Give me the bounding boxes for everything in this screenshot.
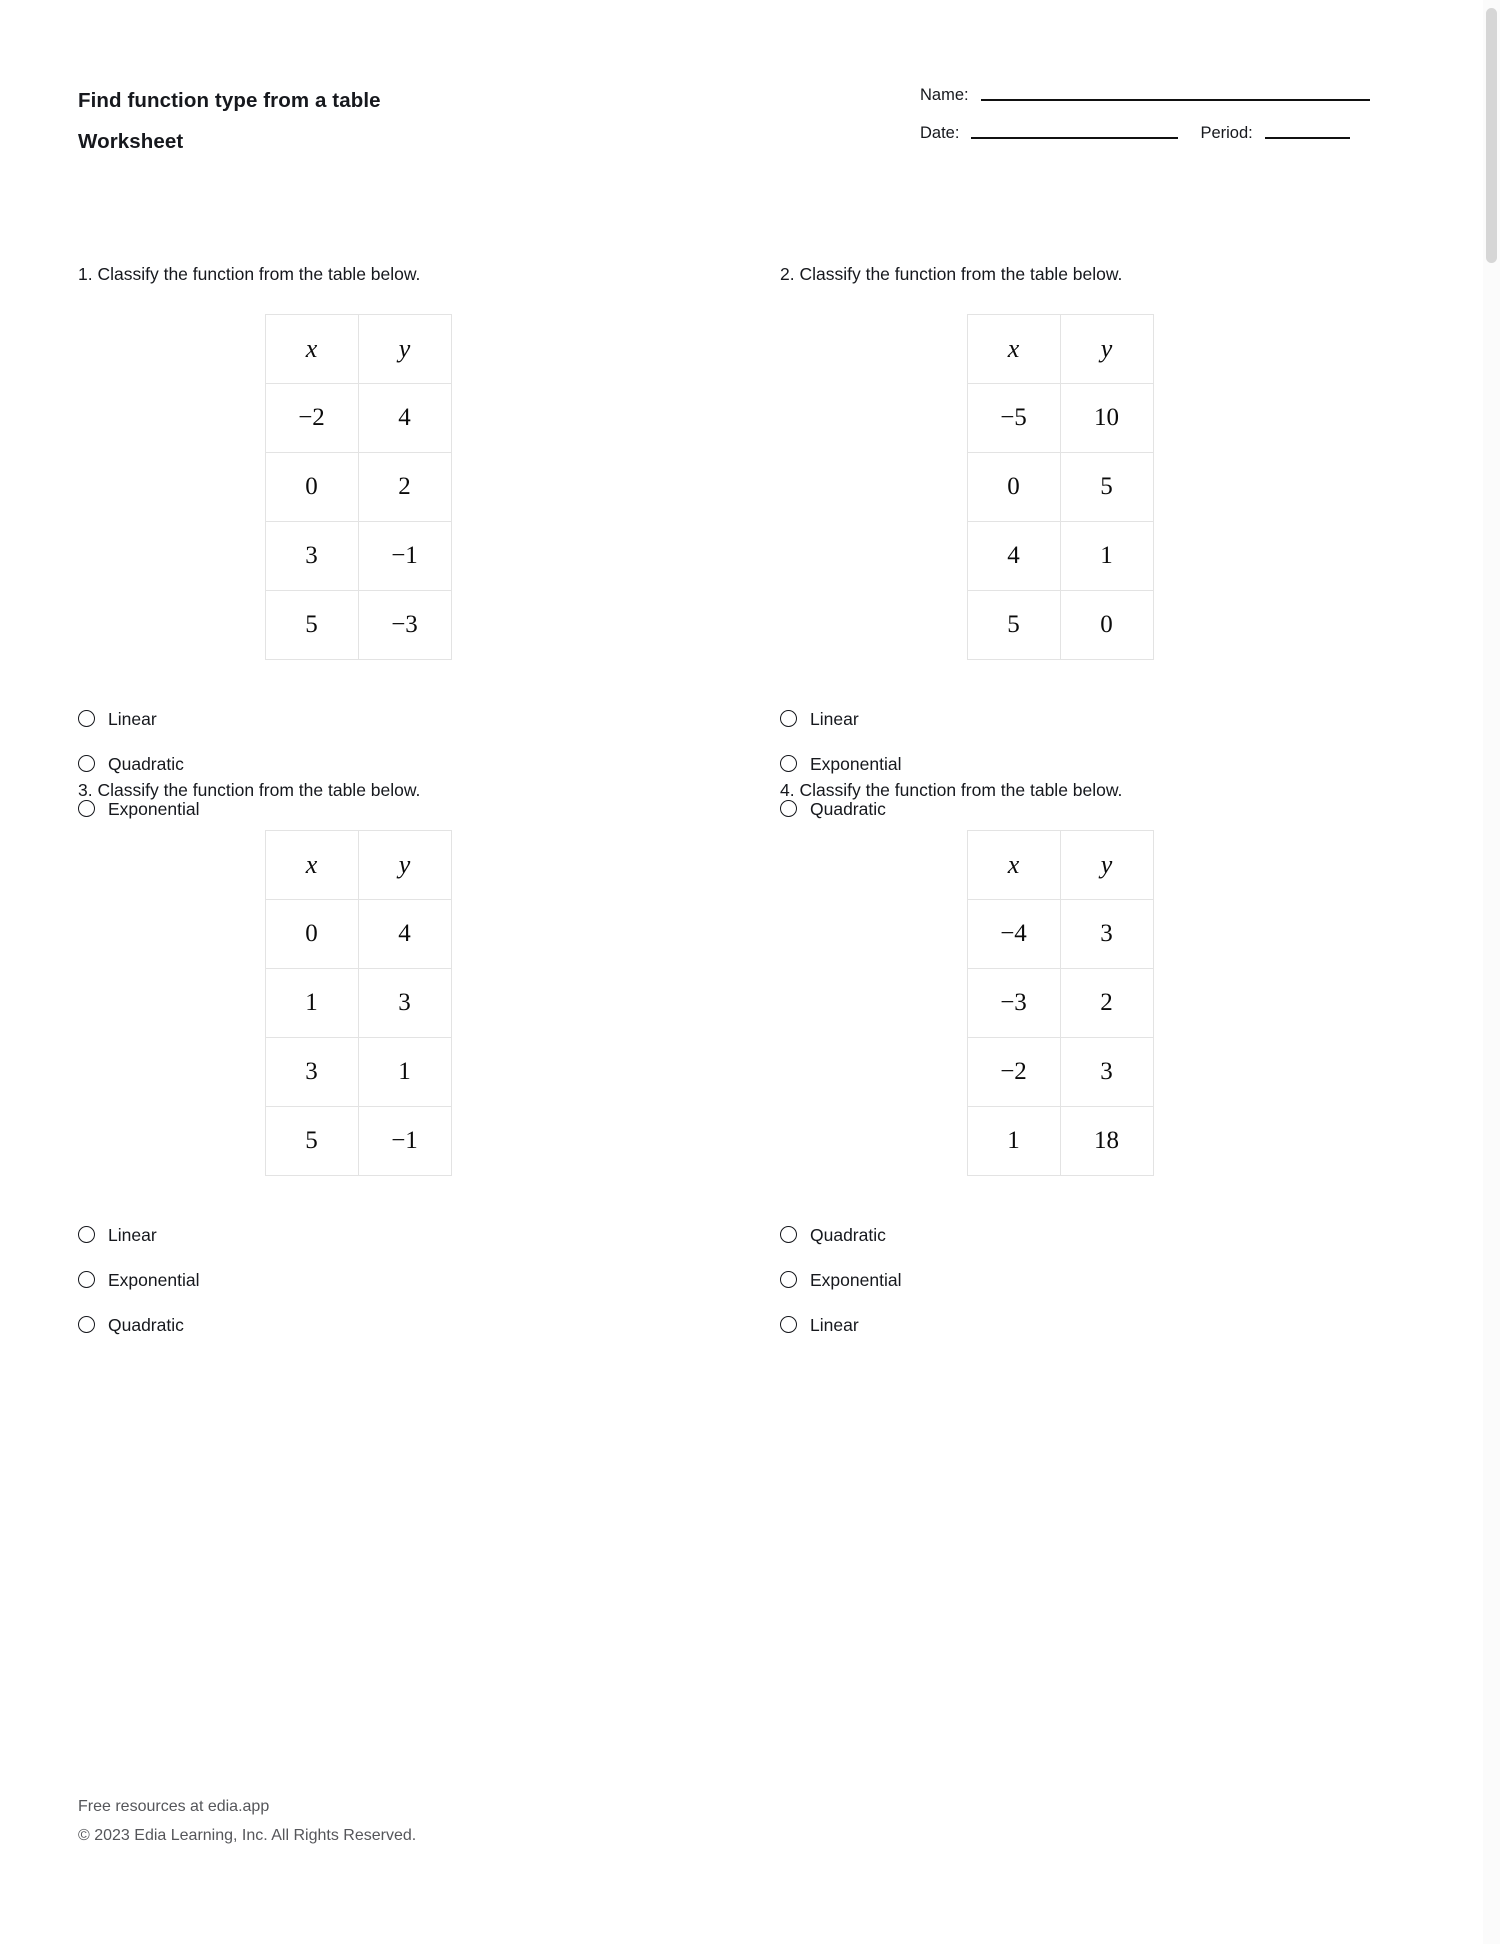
vertical-scrollbar[interactable] (1483, 0, 1500, 1944)
date-label: Date: (920, 124, 960, 142)
option-3-3[interactable] (78, 1302, 778, 1347)
question-2-prompt: 2. Classify the function from the table below. (780, 264, 1123, 284)
question-4 (780, 778, 1480, 1347)
radio-circle-icon[interactable] (780, 755, 797, 772)
table-row (967, 1107, 1153, 1176)
table-cell-x: 3 (265, 522, 358, 591)
table-cell-x: −2 (967, 1038, 1060, 1107)
table-header-x: x (967, 831, 1060, 900)
radio-circle-icon[interactable] (780, 710, 797, 727)
option-4-1[interactable] (780, 1212, 1480, 1257)
table-cell-y: 3 (1060, 1038, 1153, 1107)
table-header-row (265, 315, 451, 384)
table-cell-x: 4 (967, 522, 1060, 591)
name-write-line[interactable] (981, 99, 1370, 101)
table-cell-y: −1 (358, 1107, 451, 1176)
table-row (967, 591, 1153, 660)
table-cell-y: 10 (1060, 384, 1153, 453)
page-title (78, 80, 381, 162)
table-cell-x: 3 (265, 1038, 358, 1107)
radio-circle-icon[interactable] (78, 710, 95, 727)
table-header-row (265, 831, 451, 900)
table-cell-y: 3 (1060, 900, 1153, 969)
question-1-table (265, 314, 452, 660)
table-cell-y: 18 (1060, 1107, 1153, 1176)
option-label: Exponential (108, 798, 200, 819)
table-row (967, 1038, 1153, 1107)
option-label: Quadratic (108, 753, 184, 774)
table-cell-x: −2 (265, 384, 358, 453)
question-3 (78, 778, 778, 1347)
date-write-line[interactable] (971, 137, 1178, 139)
table-cell-x: 5 (265, 591, 358, 660)
question-4-table (967, 830, 1154, 1176)
table-cell-y: 4 (358, 900, 451, 969)
table-header-x: x (967, 315, 1060, 384)
question-2-table (967, 314, 1154, 660)
title-line-2: Worksheet (78, 130, 184, 153)
option-label: Linear (108, 708, 157, 729)
question-1-table-wrap (78, 314, 638, 660)
table-cell-x: 5 (967, 591, 1060, 660)
option-label: Exponential (810, 1269, 902, 1290)
worksheet-header (0, 0, 1484, 190)
table-header-row (967, 831, 1153, 900)
table-header-x: x (265, 315, 358, 384)
table-header-y: y (358, 315, 451, 384)
table-cell-y: 0 (1060, 591, 1153, 660)
table-header-y: y (1060, 831, 1153, 900)
radio-circle-icon[interactable] (78, 755, 95, 772)
option-label: Exponential (810, 753, 902, 774)
option-4-2[interactable] (780, 1257, 1480, 1302)
option-3-1[interactable] (78, 1212, 778, 1257)
period-label: Period: (1200, 124, 1253, 142)
table-cell-y: −3 (358, 591, 451, 660)
table-row (265, 522, 451, 591)
table-cell-y: 2 (1060, 969, 1153, 1038)
radio-circle-icon[interactable] (78, 1316, 95, 1333)
question-2-table-wrap (780, 314, 1340, 660)
option-3-2[interactable] (78, 1257, 778, 1302)
table-row (265, 900, 451, 969)
radio-circle-icon[interactable] (780, 1226, 797, 1243)
question-3-prompt: 3. Classify the function from the table below. (78, 780, 421, 800)
table-header-y: y (358, 831, 451, 900)
radio-circle-icon[interactable] (78, 1226, 95, 1243)
question-4-options (780, 1212, 1480, 1347)
option-label: Exponential (108, 1269, 200, 1290)
table-row (265, 384, 451, 453)
table-cell-x: 0 (265, 453, 358, 522)
option-label: Linear (810, 1314, 859, 1335)
question-3-table-wrap (78, 830, 638, 1176)
table-header-y: y (1060, 315, 1153, 384)
scrollbar-thumb[interactable] (1486, 8, 1497, 263)
option-label: Linear (810, 708, 859, 729)
question-4-prompt: 4. Classify the function from the table below. (780, 780, 1123, 800)
table-row (967, 900, 1153, 969)
table-header-x: x (265, 831, 358, 900)
table-cell-x: 1 (967, 1107, 1060, 1176)
table-cell-y: 3 (358, 969, 451, 1038)
title-line-1: Find function type from a table (78, 89, 381, 112)
question-1-prompt: 1. Classify the function from the table below. (78, 264, 421, 284)
student-info-block (920, 86, 1400, 162)
footer-copyright-line: © 2023 Edia Learning, Inc. All Rights Reserved. (78, 1827, 417, 1844)
option-1-1[interactable] (78, 696, 778, 741)
table-cell-y: −1 (358, 522, 451, 591)
table-cell-y: 5 (1060, 453, 1153, 522)
table-cell-x: −5 (967, 384, 1060, 453)
radio-circle-icon[interactable] (780, 1271, 797, 1288)
table-cell-x: −4 (967, 900, 1060, 969)
table-cell-y: 1 (1060, 522, 1153, 591)
table-cell-y: 1 (358, 1038, 451, 1107)
option-label: Quadratic (810, 1224, 886, 1245)
table-cell-y: 4 (358, 384, 451, 453)
option-label: Quadratic (810, 798, 886, 819)
table-row (265, 1107, 451, 1176)
date-period-field-row (920, 124, 1400, 142)
table-cell-x: 5 (265, 1107, 358, 1176)
table-header-row (967, 315, 1153, 384)
footer-resource-line: Free resources at edia.app (78, 1798, 270, 1815)
question-3-table (265, 830, 452, 1176)
option-4-3[interactable] (780, 1302, 1480, 1347)
table-row (265, 591, 451, 660)
option-2-1[interactable] (780, 696, 1480, 741)
table-row (967, 384, 1153, 453)
page-footer (78, 1792, 416, 1850)
period-write-line[interactable] (1265, 137, 1350, 139)
table-row (967, 969, 1153, 1038)
question-3-options (78, 1212, 778, 1347)
table-row (967, 522, 1153, 591)
table-cell-x: −3 (967, 969, 1060, 1038)
table-row (265, 1038, 451, 1107)
question-row-2 (0, 778, 1484, 1335)
question-2 (780, 262, 1480, 831)
option-label: Linear (108, 1224, 157, 1245)
table-cell-x: 1 (265, 969, 358, 1038)
name-field-row (920, 86, 1400, 104)
table-cell-x: 0 (967, 453, 1060, 522)
table-row (265, 453, 451, 522)
question-4-table-wrap (780, 830, 1340, 1176)
table-row (967, 453, 1153, 522)
name-label: Name: (920, 86, 969, 104)
radio-circle-icon[interactable] (780, 1316, 797, 1333)
option-label: Quadratic (108, 1314, 184, 1335)
radio-circle-icon[interactable] (78, 1271, 95, 1288)
table-cell-x: 0 (265, 900, 358, 969)
table-cell-y: 2 (358, 453, 451, 522)
question-1 (78, 262, 778, 831)
questions-area (0, 262, 1484, 1335)
table-row (265, 969, 451, 1038)
